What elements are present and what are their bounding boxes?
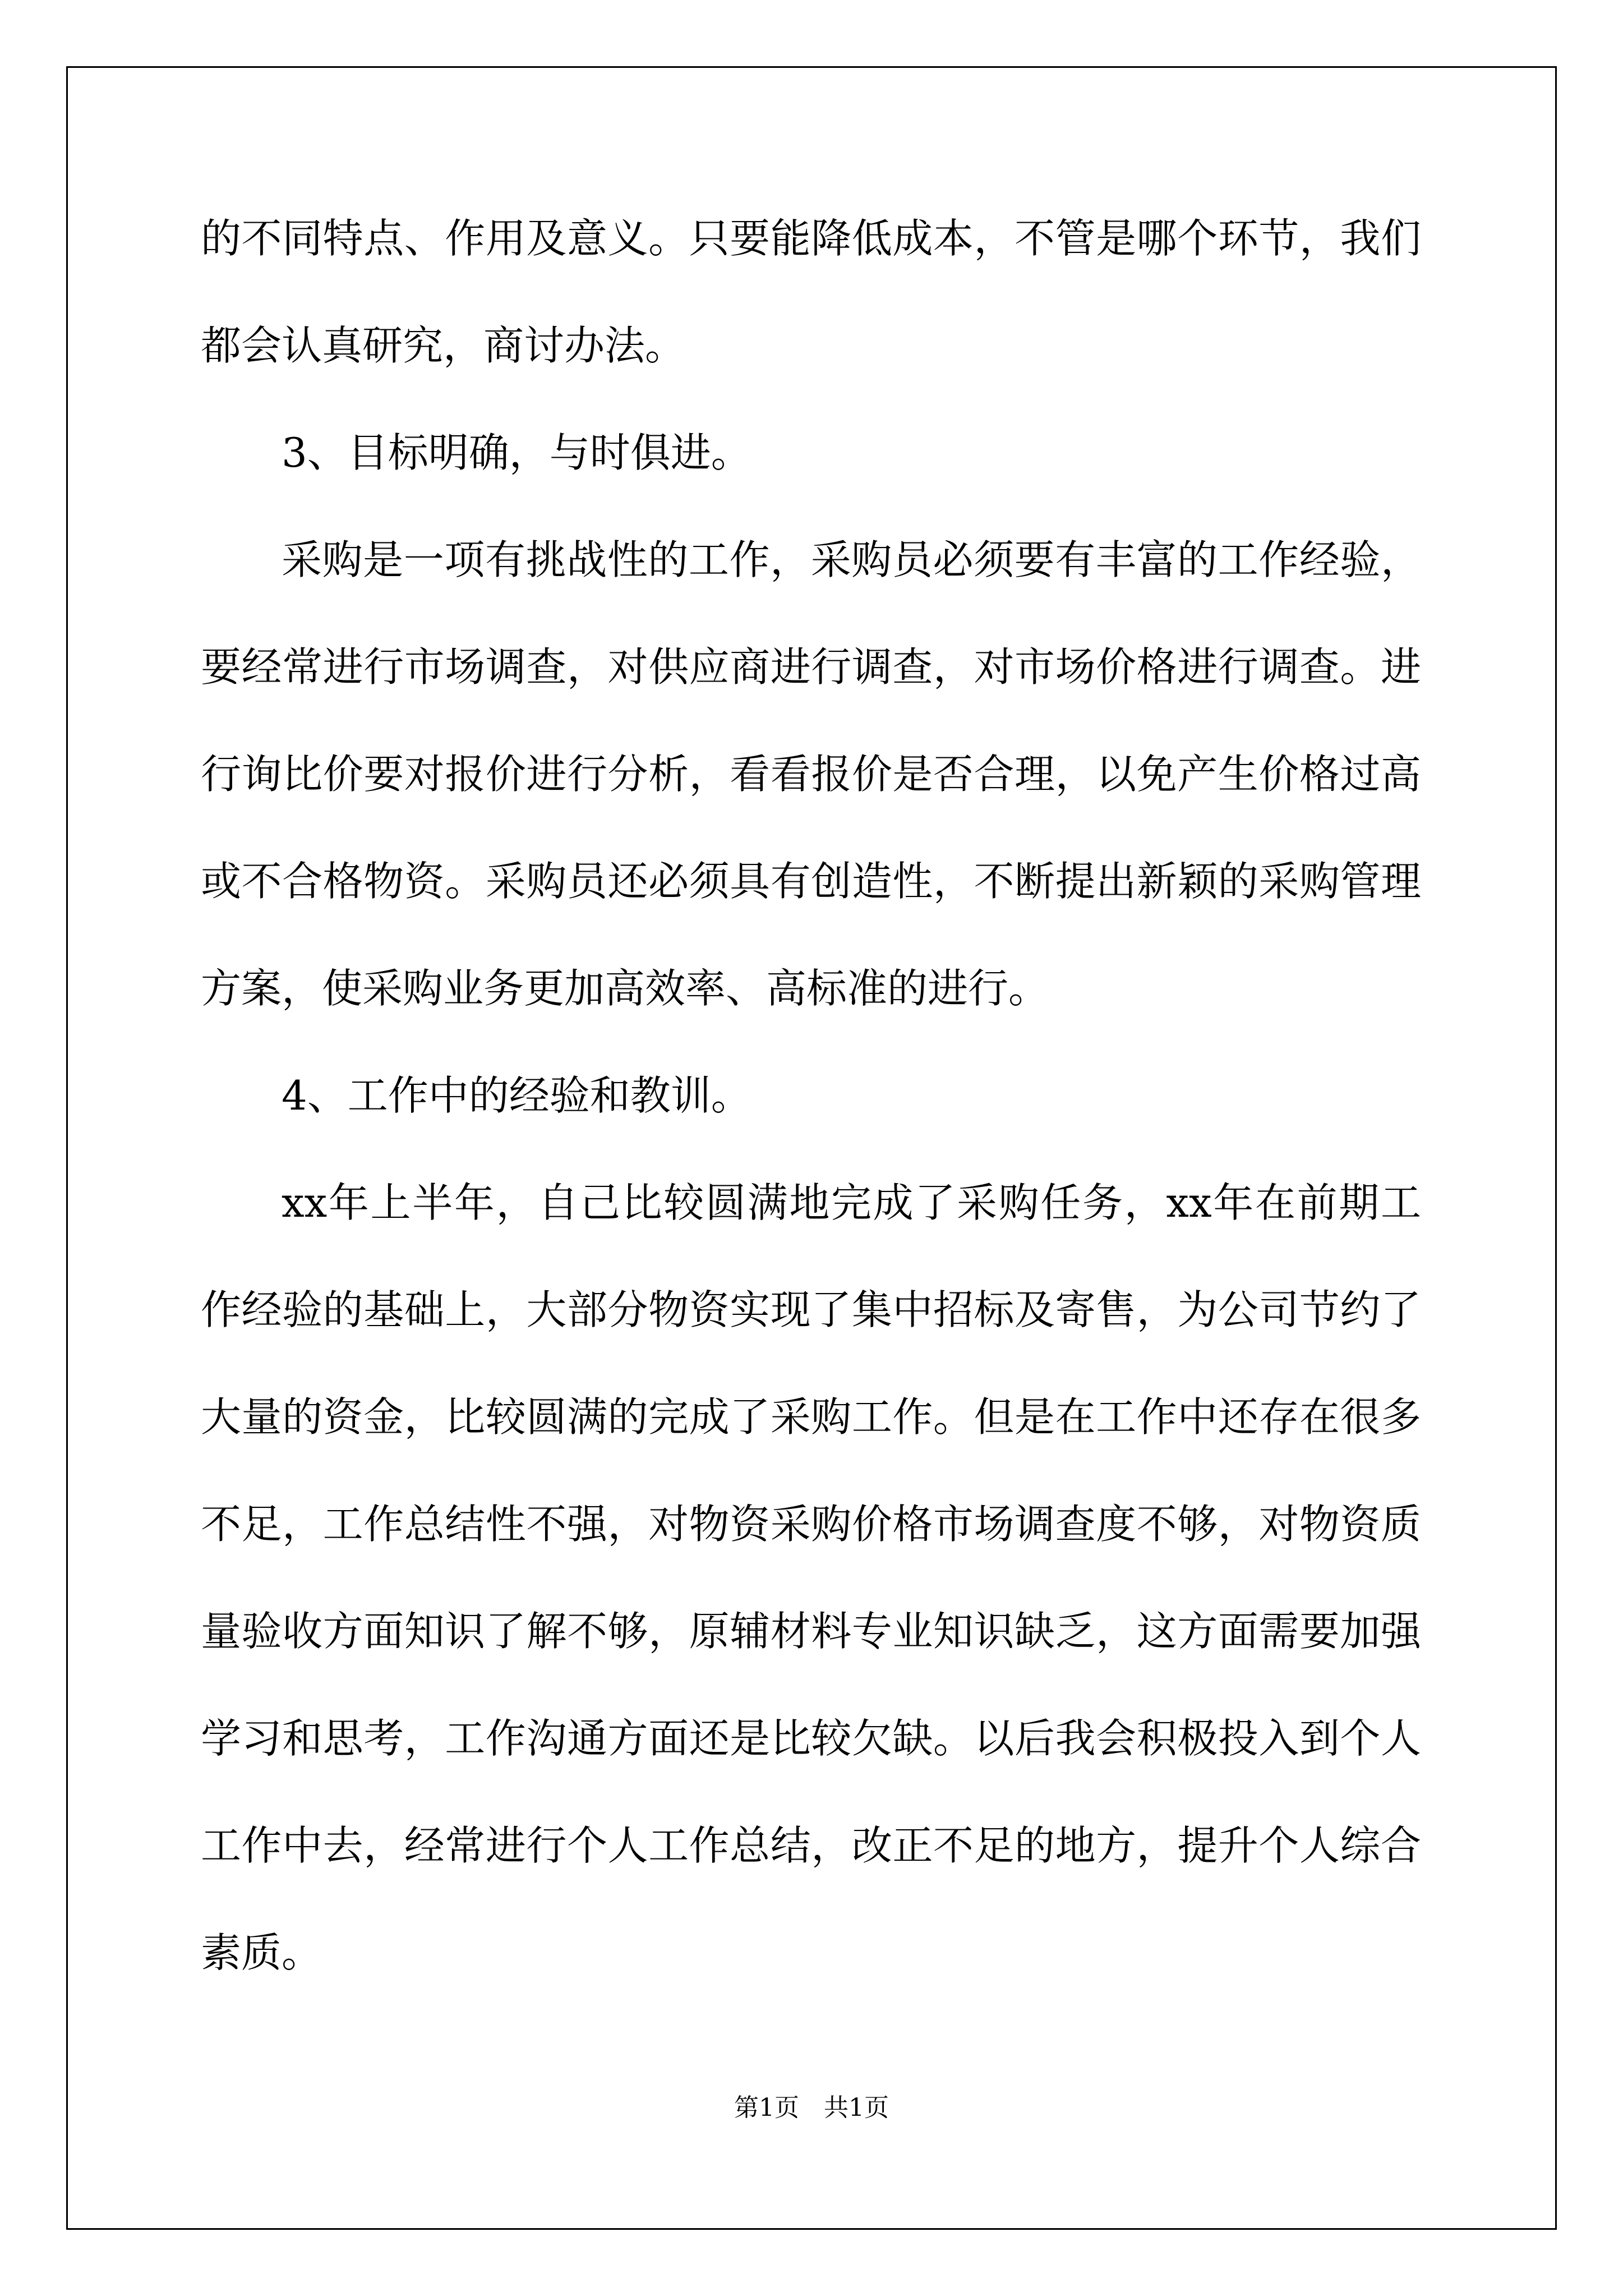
document-body (201, 185, 1421, 2007)
paragraph-3: 采购是一项有挑战性的工作，采购员必须要有丰富的工作经验，要经常进行市场调查，对供应商进行调查，对市场价格进行调查。进行询比价要对报价进行分析，看看报价是否合理，以免产生价格过高或不合格物资。采购员还必须具有创造性，不断提出新颖的采购管理方案，使采购业务更加高效率、高标准的进行。 (201, 536, 1421, 1012)
paragraph-1: 的不同特点、作用及意义。只要能降低成本，不管是哪个环节，我们都会认真研究，商讨办法。 (201, 215, 1421, 369)
page-footer: 第1页 共1页 (734, 2093, 889, 2122)
paragraph-4: xx年上半年，自己比较圆满地完成了采购任务，xx年在前期工作经验的基础上，大部分物资实现了集中招标及寄售，为公司节约了大量的资金，比较圆满的完成了采购工作。但是在工作中还存在很多不足，工作总结性不强，对物资采购价格市场调查度不够，对物资质量验收方面知识了解不够，原辅材料专业知识缺乏，这方面需要加强学习和思考，工作沟通方面还是比较欠缺。以后我会积极投入到个人工作中去，经常进行个人工作总结，改正不足的地方，提升个人综合素质。 (201, 1179, 1421, 1976)
heading-3: 3、目标明确，与时俱进。 (282, 429, 751, 476)
heading-4: 4、工作中的经验和教训。 (282, 1072, 751, 1119)
